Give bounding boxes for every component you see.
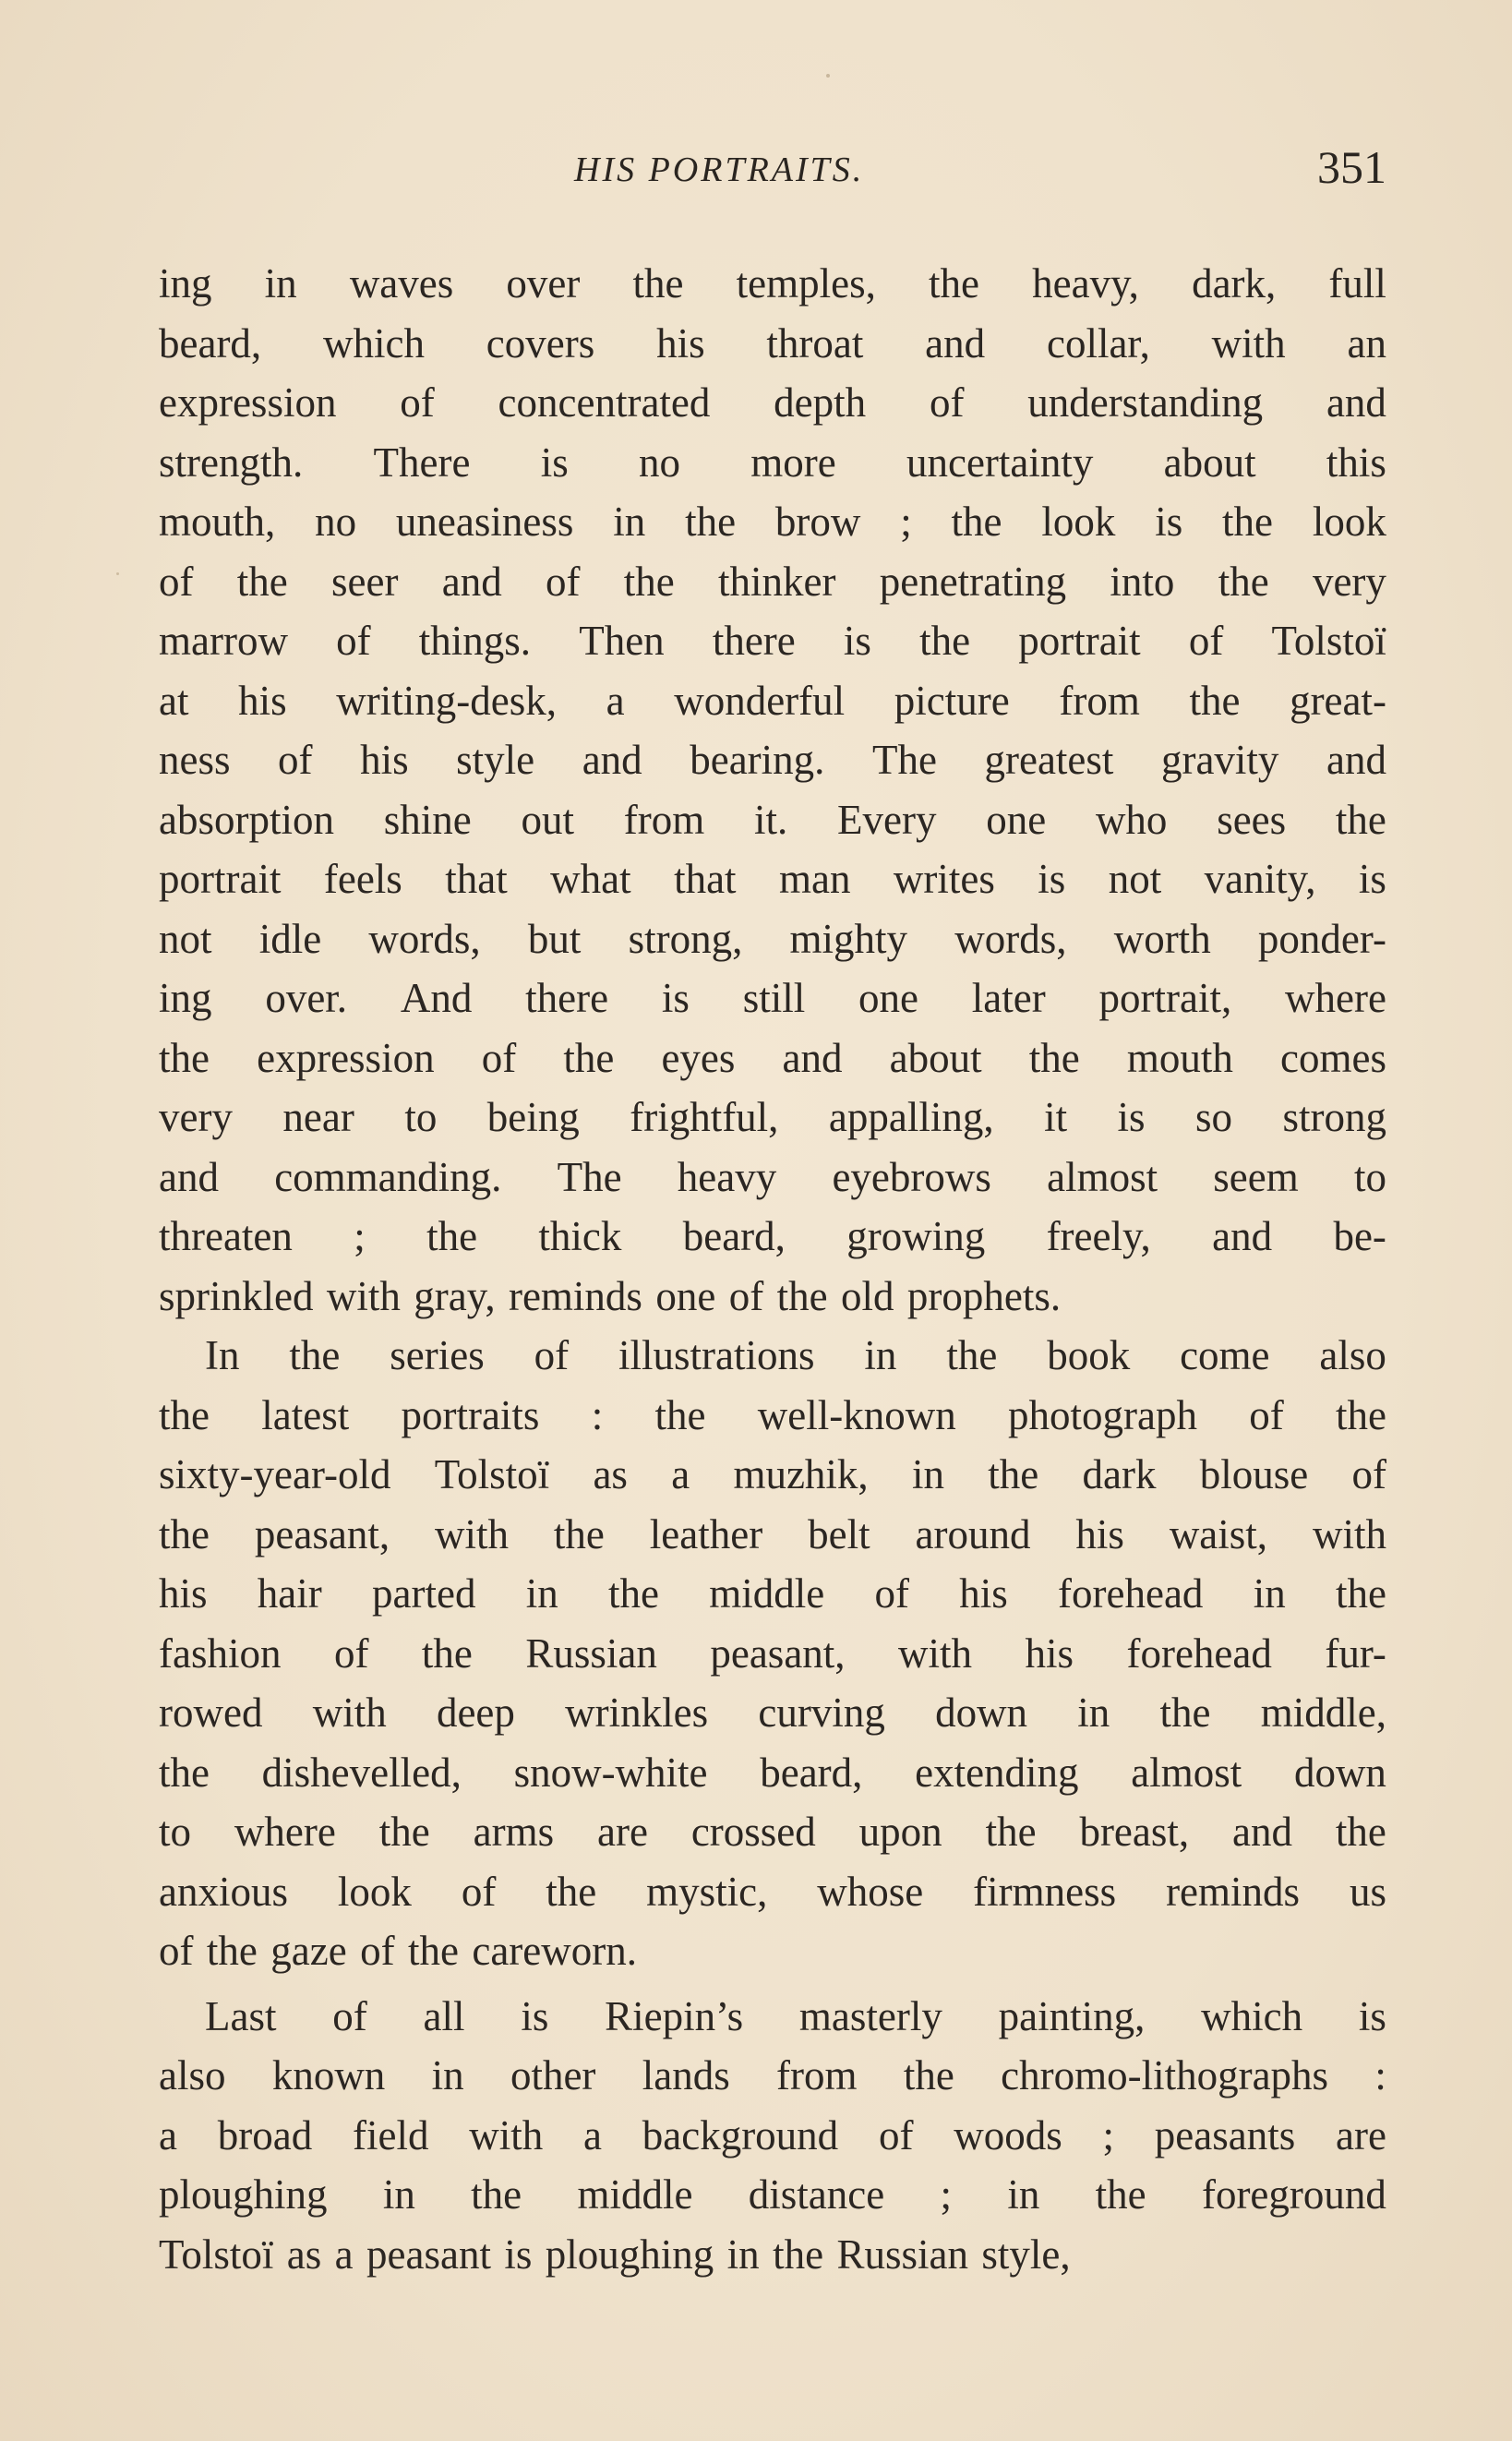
paper-speck: [116, 572, 119, 575]
text-line: Last of all is Riepin’s masterly painting, which is: [205, 1992, 1386, 2039]
text-line: ing over. And there is still one later portrait, where: [159, 975, 1386, 1021]
text-line: not idle words, but strong, mighty words, worth ponder-: [159, 915, 1386, 962]
text-line: the latest portraits : the well-known photograph of the: [159, 1391, 1386, 1438]
text-line: absorption shine out from it. Every one who sees the: [159, 796, 1386, 843]
text-line: marrow of things. Then there is the portrait of Tolstoï: [159, 618, 1386, 664]
text-line: of the gaze of the careworn.: [159, 1928, 637, 1974]
body-text: [159, 254, 1386, 2284]
text-line: fashion of the Russian peasant, with his forehead fur-: [159, 1629, 1386, 1677]
text-line: at his writing-desk, a wonderful picture from the great-: [159, 677, 1386, 724]
text-line: the dishevelled, snow-white beard, extending almost down: [159, 1749, 1386, 1796]
text-line: Tolstoï as a peasant is ploughing in the Russian style,: [159, 2231, 1071, 2278]
text-line: to where the arms are crossed upon the breast, and the: [159, 1809, 1386, 1855]
text-line: portrait feels that what that man writes is not vanity, is: [159, 856, 1386, 902]
text-line: strength. There is no more uncertainty about this: [159, 439, 1386, 486]
text-line: expression of concentrated depth of understanding and: [159, 379, 1386, 426]
text-line: the expression of the eyes and about the mouth comes: [159, 1034, 1386, 1081]
text-line: of the seer and of the thinker penetrating into the very: [159, 558, 1386, 605]
text-line: beard, which covers his throat and collar, with an: [159, 319, 1386, 367]
text-line: ploughing in the middle distance ; in the foreground: [159, 2171, 1386, 2218]
paper-speck: [826, 74, 830, 78]
text-line: sprinkled with gray, reminds one of the old prophets.: [159, 1272, 1062, 1319]
paragraph: [159, 1987, 1386, 2285]
text-line: the peasant, with the leather belt around his waist, with: [159, 1510, 1386, 1557]
text-line: rowed with deep wrinkles curving down in the middle,: [159, 1689, 1386, 1736]
text-line: also known in other lands from the chromo-lithographs :: [159, 2052, 1386, 2098]
text-line: anxious look of the mystic, whose firmness reminds us: [159, 1868, 1386, 1915]
text-line: sixty-year-old Tolstoï as a muzhik, in the dark blouse of: [159, 1451, 1386, 1497]
text-line: ing in waves over the temples, the heavy, dark, full: [159, 260, 1386, 307]
text-line: very near to being frightful, appalling, it is so strong: [159, 1094, 1386, 1140]
text-line: his hair parted in the middle of his forehead in the: [159, 1570, 1386, 1617]
page-header: [159, 140, 1386, 196]
paragraph: [159, 1326, 1386, 1981]
text-line: In the series of illustrations in the book come also: [205, 1332, 1386, 1378]
text-line: a broad field with a background of woods ; peasants are: [159, 2111, 1386, 2158]
page-number: 351: [1317, 141, 1386, 193]
text-line: threaten ; the thick beard, growing freely, and be-: [159, 1213, 1386, 1259]
paragraph: [159, 254, 1386, 1326]
text-line: ness of his style and bearing. The greatest gravity and: [159, 737, 1386, 783]
running-title: HIS PORTRAITS.: [574, 150, 865, 189]
text-line: mouth, no uneasiness in the brow ; the look is the look: [159, 499, 1386, 545]
text-line: and commanding. The heavy eyebrows almost seem to: [159, 1153, 1386, 1200]
